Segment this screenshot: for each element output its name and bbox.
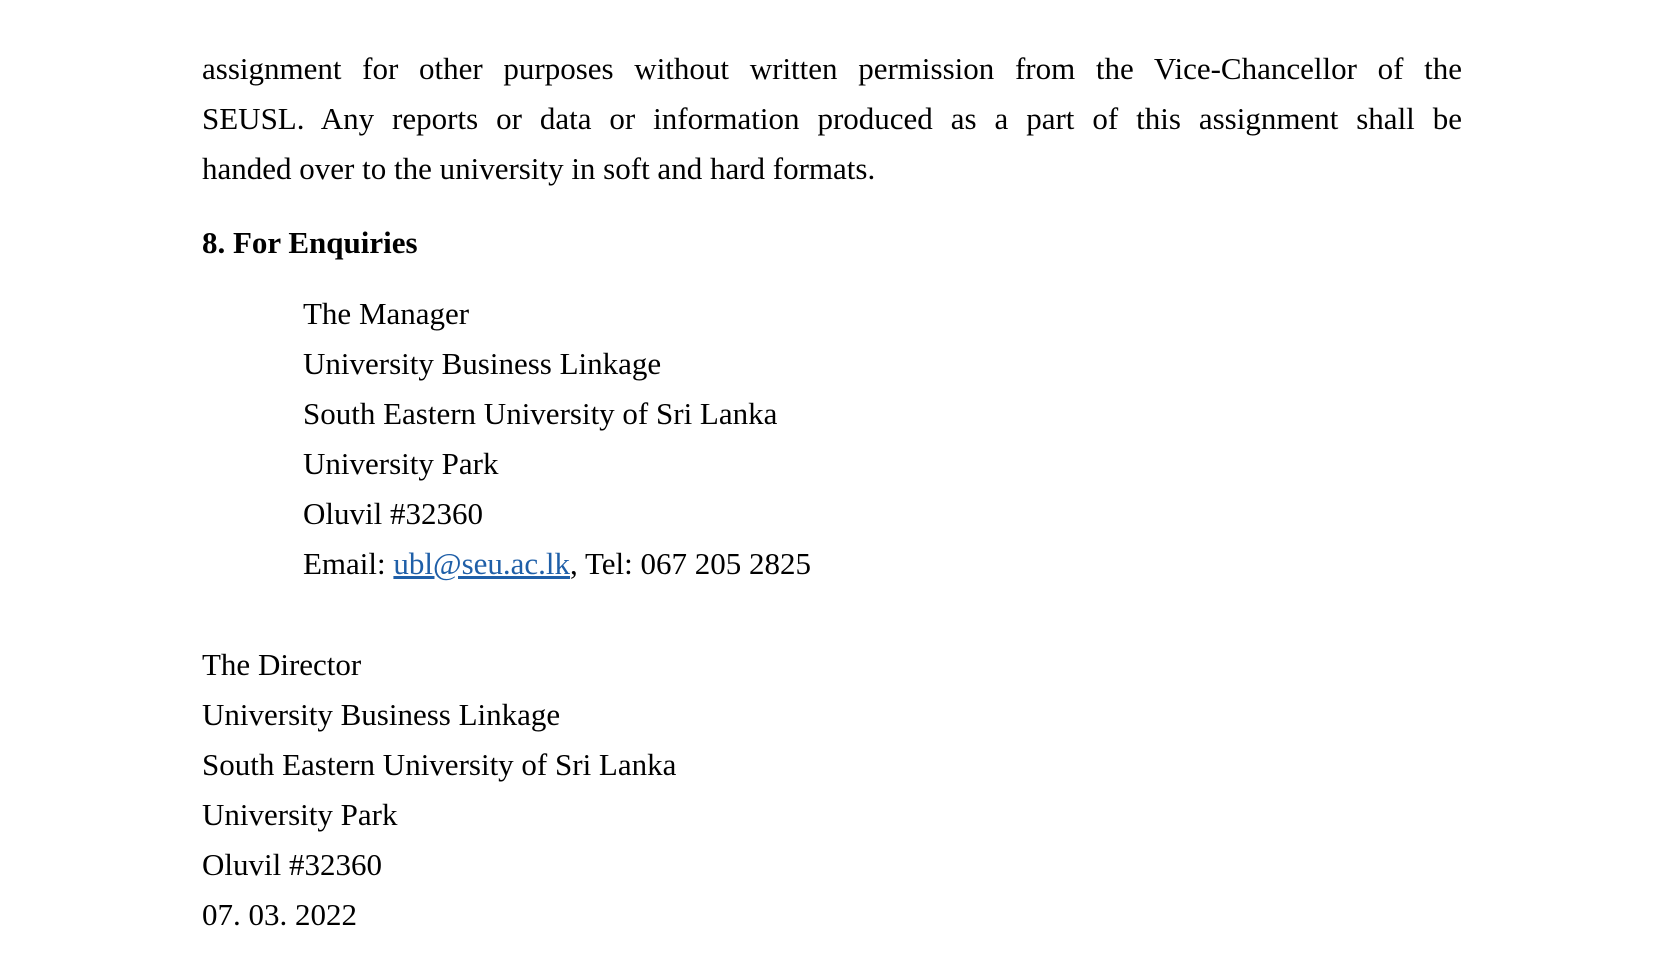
manager-address-block bbox=[303, 289, 811, 589]
manager-contact-line bbox=[303, 539, 811, 589]
director-city: Oluvil #32360 bbox=[202, 847, 382, 882]
document-date: 07. 03. 2022 bbox=[202, 897, 357, 932]
manager-city: Oluvil #32360 bbox=[303, 496, 483, 531]
tel-text: , Tel: 067 205 2825 bbox=[570, 546, 811, 581]
director-institution: South Eastern University of Sri Lanka bbox=[202, 747, 677, 782]
section-heading: 8. For Enquiries bbox=[202, 225, 418, 260]
manager-park: University Park bbox=[303, 446, 499, 481]
director-title: The Director bbox=[202, 647, 362, 682]
paragraph-line-2: SEUSL. Any reports or data or information produced as a part of this assignment shall be bbox=[202, 101, 1462, 136]
body-paragraph bbox=[202, 44, 1462, 194]
manager-title: The Manager bbox=[303, 296, 470, 331]
email-link[interactable]: ubl@seu.ac.lk bbox=[393, 546, 571, 581]
manager-department: University Business Linkage bbox=[303, 346, 662, 381]
director-address-block bbox=[202, 640, 676, 940]
paragraph-line-3: handed over to the university in soft and hard formats. bbox=[202, 151, 876, 186]
director-park: University Park bbox=[202, 797, 398, 832]
email-label: Email: bbox=[303, 546, 394, 581]
director-department: University Business Linkage bbox=[202, 697, 561, 732]
manager-institution: South Eastern University of Sri Lanka bbox=[303, 396, 778, 431]
paragraph-line-1: assignment for other purposes without written permission from the Vice-Chancellor of the bbox=[202, 51, 1462, 86]
